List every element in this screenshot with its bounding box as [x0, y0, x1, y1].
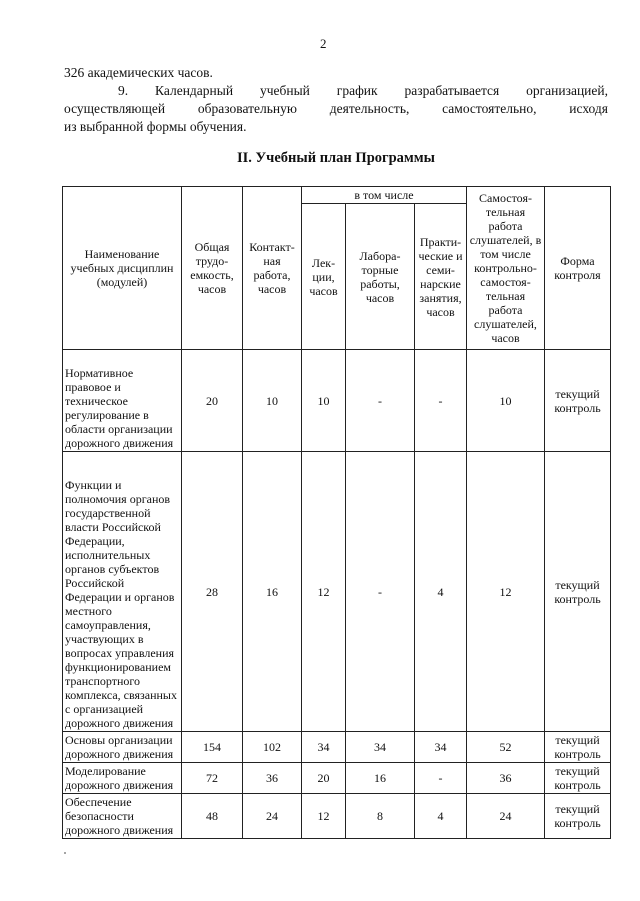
row-lectures: 12: [302, 794, 346, 839]
row-labs: 16: [346, 763, 415, 794]
row-name: Моделирование дорожного движения: [63, 763, 182, 794]
item-9-line-1: 9. Календарный учебный график разрабатывается организацией,: [118, 83, 608, 98]
row-practice: 34: [415, 732, 467, 763]
intro-line-hours: 326 академических часов.: [64, 65, 213, 80]
row-total: 48: [182, 794, 243, 839]
header-lectures: Лек-ции, часов: [302, 204, 346, 350]
row-name: Функции и полномочия органов государственной власти Российской Федерации, исполнительных органов субъектов Российской Федерации и органов местного самоуправления, участвующих в вопросах управления функционированием транспортного комплекса, связанных с организацией дорожного движения: [63, 452, 182, 732]
section-title: II. Учебный план Программы: [237, 150, 435, 166]
header-total: Общая трудо-емкость, часов: [182, 187, 243, 350]
header-name: Наименование учебных дисциплин (модулей): [63, 187, 182, 350]
row-contact: 10: [243, 350, 302, 452]
item-9-line-2: осуществляющей образовательную деятельность, самостоятельно, исходя: [64, 101, 608, 116]
scan-speck: [64, 852, 66, 854]
row-total: 154: [182, 732, 243, 763]
header-selfwork: Самостоя-тельная работа слушателей, в том числе контрольно-самостоя-тельная работа слушателей, часов: [467, 187, 545, 350]
row-control: текущий контроль: [545, 794, 611, 839]
row-lectures: 10: [302, 350, 346, 452]
table-row: [63, 763, 611, 794]
row-selfwork: 12: [467, 452, 545, 732]
row-practice: 4: [415, 452, 467, 732]
header-including: в том числе: [302, 187, 467, 204]
row-control: текущий контроль: [545, 732, 611, 763]
header-contact: Контакт-ная работа, часов: [243, 187, 302, 350]
row-total: 28: [182, 452, 243, 732]
row-total: 72: [182, 763, 243, 794]
row-practice: 4: [415, 794, 467, 839]
row-lectures: 12: [302, 452, 346, 732]
row-lectures: 34: [302, 732, 346, 763]
row-selfwork: 10: [467, 350, 545, 452]
curriculum-table: [62, 186, 611, 839]
row-labs: 34: [346, 732, 415, 763]
row-selfwork: 24: [467, 794, 545, 839]
row-control: текущий контроль: [545, 452, 611, 732]
row-contact: 102: [243, 732, 302, 763]
row-control: текущий контроль: [545, 763, 611, 794]
row-labs: -: [346, 350, 415, 452]
item-9-line-3: из выбранной формы обучения.: [64, 119, 247, 134]
row-labs: -: [346, 452, 415, 732]
row-contact: 24: [243, 794, 302, 839]
header-control: Форма контроля: [545, 187, 611, 350]
table-row: [63, 794, 611, 839]
row-lectures: 20: [302, 763, 346, 794]
row-control: текущий контроль: [545, 350, 611, 452]
page-number: 2: [320, 36, 327, 51]
table-row: [63, 452, 611, 732]
table-row: [63, 732, 611, 763]
row-labs: 8: [346, 794, 415, 839]
row-contact: 36: [243, 763, 302, 794]
row-name: Основы организации дорожного движения: [63, 732, 182, 763]
table-row: [63, 350, 611, 452]
row-selfwork: 52: [467, 732, 545, 763]
row-contact: 16: [243, 452, 302, 732]
row-name: Нормативное правовое и техническое регулирование в области организации дорожного движения: [63, 350, 182, 452]
row-practice: -: [415, 763, 467, 794]
row-name: Обеспечение безопасности дорожного движения: [63, 794, 182, 839]
row-total: 20: [182, 350, 243, 452]
row-practice: -: [415, 350, 467, 452]
row-selfwork: 36: [467, 763, 545, 794]
header-practice: Практи-ческие и семи-нарские занятия, часов: [415, 204, 467, 350]
header-labs: Лабора-торные работы, часов: [346, 204, 415, 350]
